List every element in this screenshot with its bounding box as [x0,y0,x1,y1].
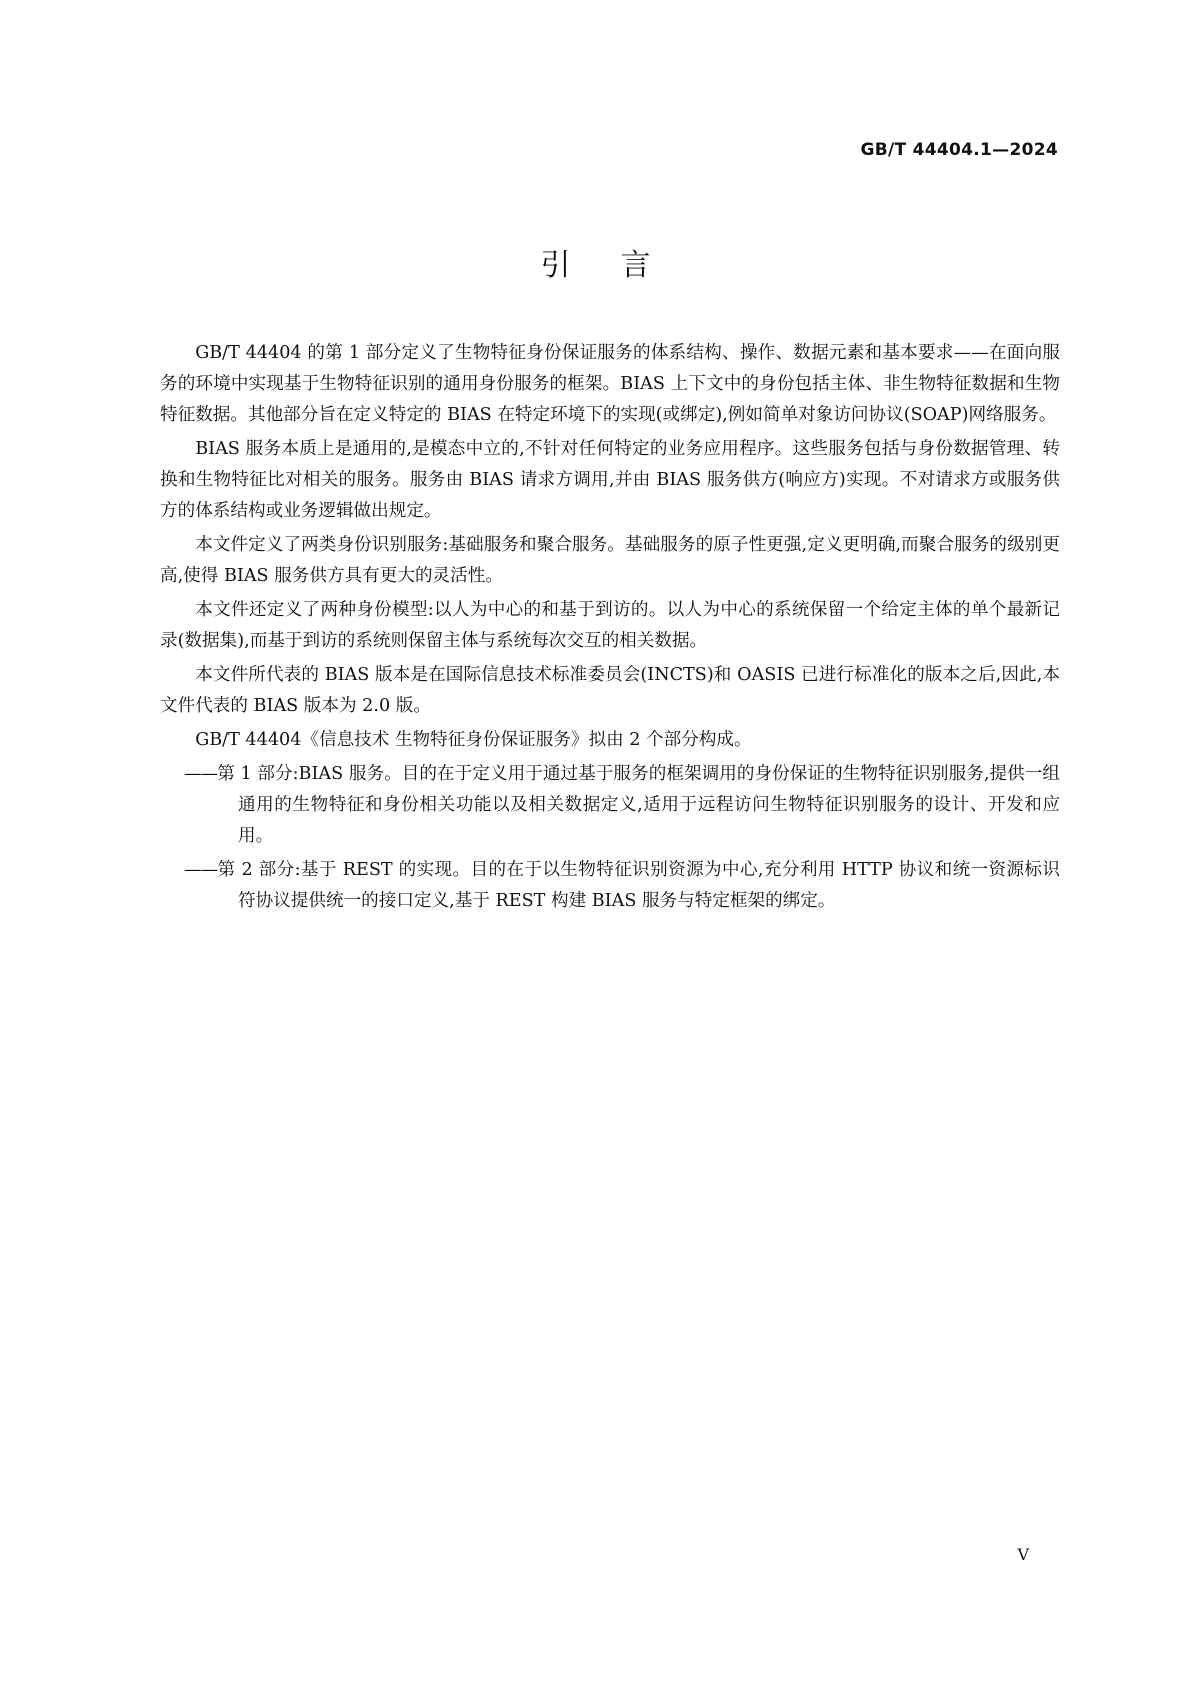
paragraph: BIAS 服务本质上是通用的,是模态中立的,不针对任何特定的业务应用程序。这些服务包括与身份数据管理、转换和生物特征比对相关的服务。服务由 BIAS 请求方调用,并由 BIAS 服务供方(响应方)实现。不对请求方或服务供方的体系结构或业务逻辑做出规定。 [160,439,1060,521]
list-item [160,855,1060,917]
paragraph: GB/T 44404 的第 1 部分定义了生物特征身份保证服务的体系结构、操作、数据元素和基本要求——在面向服务的环境中实现基于生物特征识别的通用身份服务的框架。BIAS 上下文中的身份包括主体、非生物特征数据和生物特征数据。其他部分旨在定义特定的 BIAS 在特定环境下的实现(或绑定),例如简单对象访问协议(SOAP)网络服务。 [160,343,1060,425]
list-item-text: 第 1 部分:BIAS 服务。目的在于定义用于通过基于服务的框架调用的身份保证的生物特征识别服务,提供一组通用的生物特征和身份相关功能以及相关数据定义,适用于远程访问生物特征识别服务的设计、开发和应用。 [217,764,1060,846]
list-item [160,759,1060,852]
standard-number: GB/T 44404.1—2024 [860,140,1058,160]
list-dash: —— [184,860,218,880]
list-item-text: 第 2 部分:基于 REST 的实现。目的在于以生物特征识别资源为中心,充分利用 HTTP 协议和统一资源标识符协议提供统一的接口定义,基于 REST 构建 BIAS 服务与特定框架的绑定。 [217,860,1060,911]
paragraph: 本文件所代表的 BIAS 版本是在国际信息技术标准委员会(INCTS)和 OASIS 已进行标准化的版本之后,因此,本文件代表的 BIAS 版本为 2.0 版。 [160,665,1060,716]
paragraph: 本文件还定义了两种身份模型:以人为中心的和基于到访的。以人为中心的系统保留一个给定主体的单个最新记录(数据集),而基于到访的系统则保留主体与系统每次交互的相关数据。 [160,600,1060,651]
paragraph: 本文件定义了两类身份识别服务:基础服务和聚合服务。基础服务的原子性更强,定义更明确,而聚合服务的级别更高,使得 BIAS 服务供方具有更大的灵活性。 [160,535,1060,586]
list-dash: —— [184,764,218,784]
document-body [160,338,1060,920]
parts-intro: GB/T 44404《信息技术 生物特征身份保证服务》拟由 2 个部分构成。 [195,730,752,750]
page-number: V [1017,1545,1029,1564]
page-title: 引言 [540,248,701,283]
